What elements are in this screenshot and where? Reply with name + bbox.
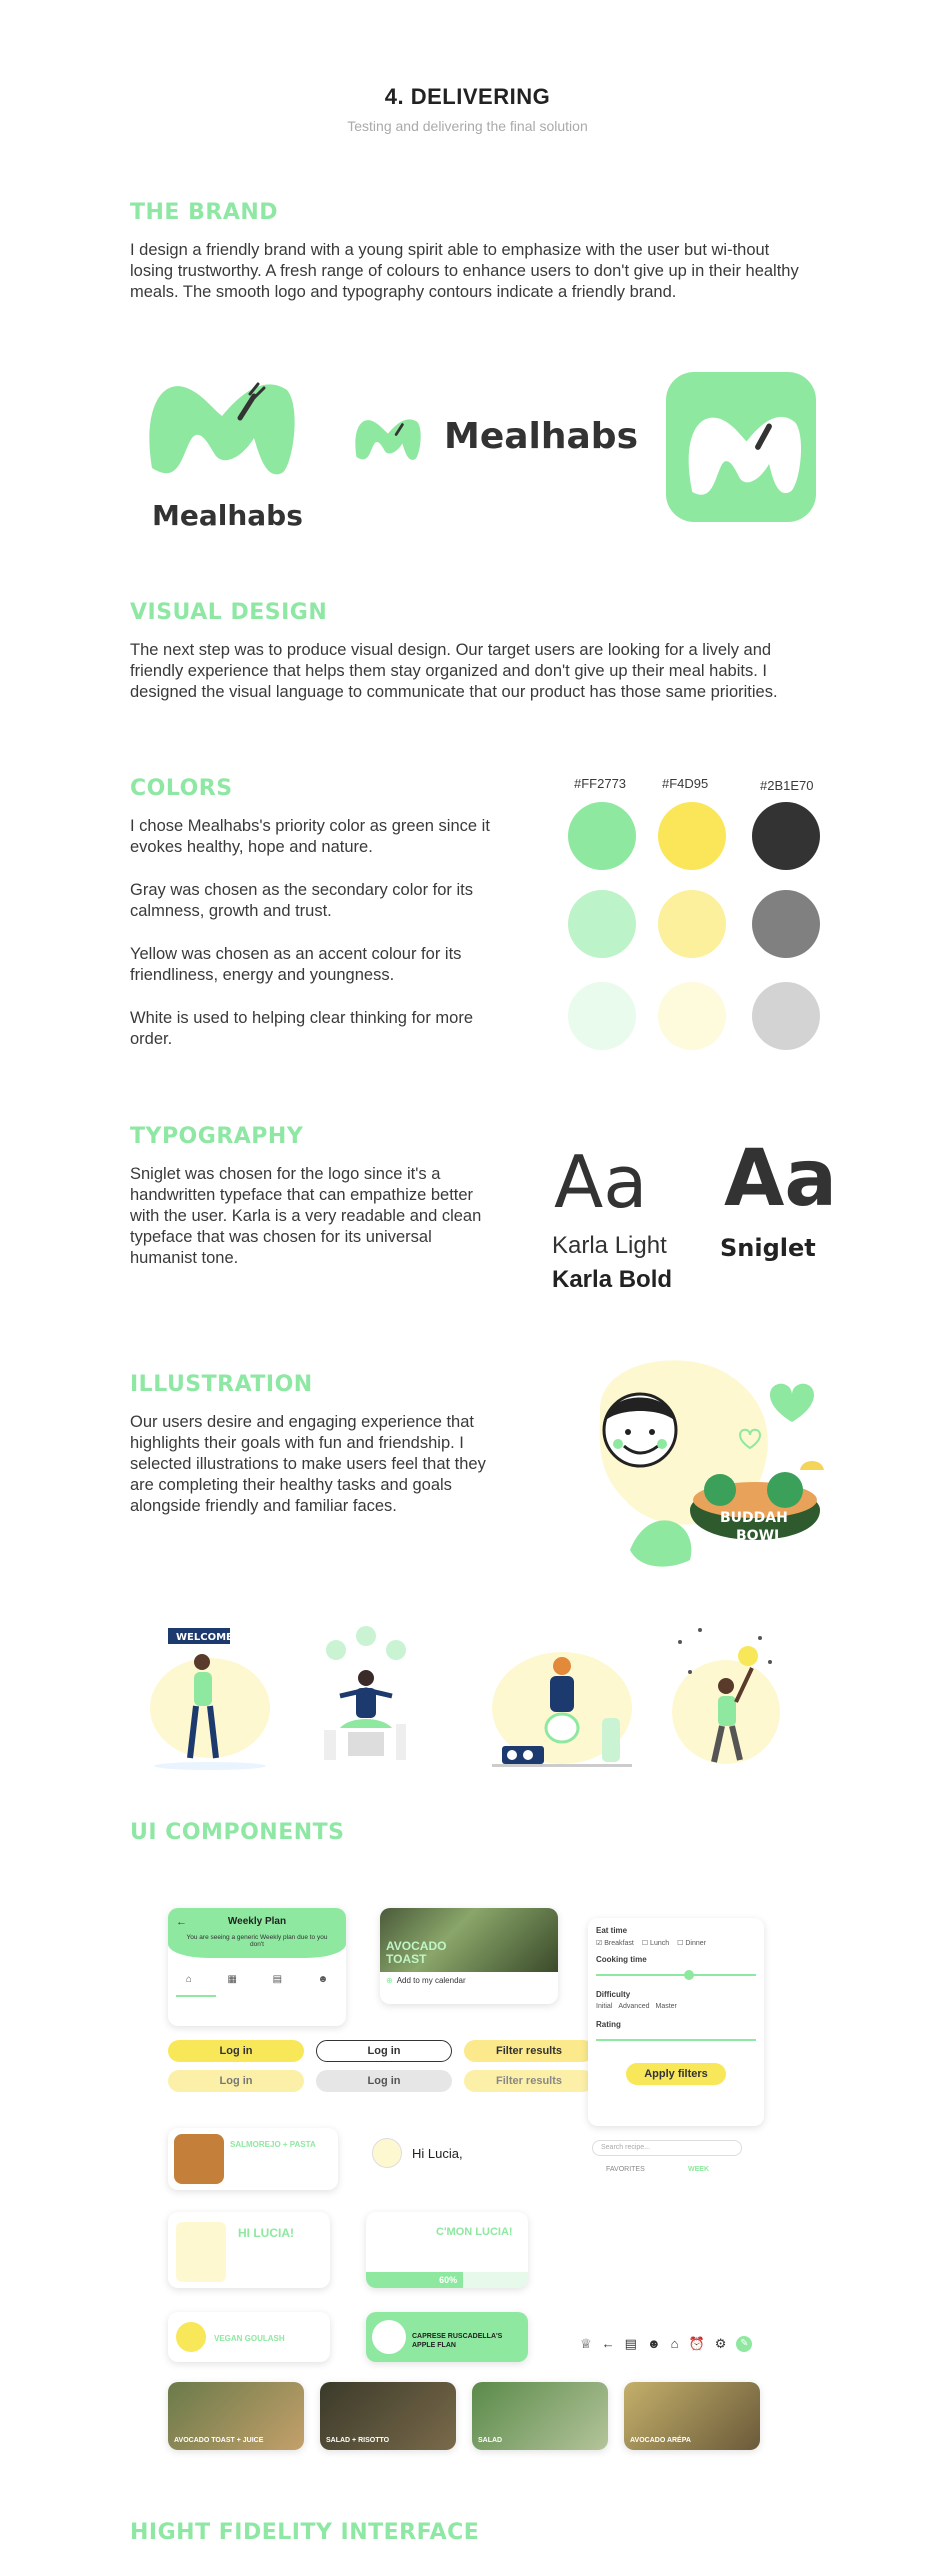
tile-title: SALAD + RISOTTO <box>326 2437 390 2444</box>
illustration-text: Our users desire and engaging experience that highlights their goals with fun and friendship. I selected illustrations to make users feel that they are completing their healthy tasks and goals alongside friendly and familiar faces. <box>130 1413 486 1515</box>
swatch-yellow-1 <box>658 802 726 870</box>
mealhabs-m-icon <box>142 368 302 488</box>
bowl-label-1: BUDDAH <box>720 1510 788 1526</box>
weekly-plan-title: Weekly Plan <box>227 1916 287 1927</box>
weekly-plan-card[interactable] <box>168 1908 346 2026</box>
rating-label: Rating <box>596 2020 621 2029</box>
filter-panel <box>588 1918 764 2126</box>
greeting-card[interactable] <box>168 2212 330 2288</box>
logo-app-icon <box>666 372 816 522</box>
difficulty-initial[interactable]: Initial <box>596 2003 613 2010</box>
hifi-title: HIGHT FIDELITY INTERFACE <box>130 2520 480 2545</box>
brand-title: THE BRAND <box>130 200 279 225</box>
karla-light-label: Karla Light <box>552 1232 667 1259</box>
recipe-row-salmorejo[interactable] <box>168 2128 338 2190</box>
welcome-banner-text: WELCOME <box>176 1632 233 1643</box>
tile-title: SALAD <box>478 2437 503 2444</box>
page-subtitle: Testing and delivering the final solution <box>347 118 588 134</box>
profile-icon[interactable]: ☻ <box>317 1974 329 1985</box>
dinner-checkbox[interactable]: ☐ Dinner <box>677 1940 706 1947</box>
login-button-gray[interactable]: Log in <box>316 2070 452 2092</box>
highlight-recipe-name: CAPRESE RUSCADELLA'S APPLE FLAN <box>412 2333 503 2349</box>
recipe-tile-3[interactable] <box>472 2382 608 2450</box>
alarm-icon[interactable]: ⏰ <box>688 2336 705 2351</box>
welcome-illustration <box>140 1618 270 1778</box>
home-icon[interactable]: ⌂ <box>185 1974 192 1985</box>
colors-p3: Yellow was chosen as an accent colour for its friendliness, energy and youngness. <box>130 945 462 984</box>
karla-bold-label: Karla Bold <box>552 1266 673 1293</box>
logo-word: Mealhabs <box>444 416 638 457</box>
tab-favorites[interactable]: FAVORITES <box>606 2166 645 2173</box>
difficulty-master[interactable]: Master <box>655 2003 677 2010</box>
meditation-illustration <box>310 1620 420 1780</box>
add-calendar-link[interactable]: Add to my calendar <box>396 1976 466 1985</box>
progress-fill: 60% <box>366 2272 463 2288</box>
trophy-icon[interactable]: ♕ <box>580 2336 592 2351</box>
swatch-yellow-3 <box>658 982 726 1050</box>
sniglet-sample: Aa <box>724 1134 838 1224</box>
recipe-name: SALMOREJO + PASTA <box>230 2140 316 2149</box>
hex-yellow: #F4D95 <box>662 776 709 791</box>
typography-text: Sniglet was chosen for the logo since it's a handwritten typeface that can empathize better with the user. Karla is a very readable and clean typeface that was chosen for its universal humanist tone. <box>130 1165 482 1267</box>
logo-stacked <box>142 368 302 538</box>
cooking-time-slider[interactable] <box>596 1974 756 1976</box>
hex-green: #FF2773 <box>574 776 627 791</box>
recipe-title: AVOCADO TOAST <box>386 1939 447 1966</box>
colors-p4: White is used to helping clear thinking for more order. <box>130 1009 474 1048</box>
recipe-avatar <box>176 2322 206 2352</box>
avatar[interactable] <box>372 2138 402 2168</box>
apply-filters-button[interactable]: Apply filters <box>626 2063 726 2085</box>
filter-button-disabled[interactable]: Filter results <box>464 2070 594 2092</box>
tab-week[interactable]: WEEK <box>688 2166 709 2173</box>
swatch-gray-3 <box>752 982 820 1050</box>
difficulty-advanced[interactable]: Advanced <box>618 2003 650 2010</box>
progress-card-title: C'MON LUCIA! <box>436 2226 513 2238</box>
mealhabs-m-icon <box>666 372 816 522</box>
settings-icon[interactable]: ⚙ <box>714 2336 727 2351</box>
home-icon[interactable]: ⌂ <box>670 2336 679 2351</box>
mealhabs-m-icon <box>352 410 424 468</box>
colors-p2: Gray was chosen as the secondary color for its calmness, growth and trust. <box>130 881 473 920</box>
arrow-left-icon[interactable]: ← <box>601 2336 615 2351</box>
brand-text: I design a friendly brand with a young spirit able to emphasize with the user but wi-thout losing trustworthy. A fresh range of colours to enhance users to don't give up in their healthy meals. The smooth logo and typography contours indicate a friendly brand. <box>130 241 799 301</box>
progress-bar <box>366 2272 528 2288</box>
colors-p1: I chose Mealhabs's priority color as green since it evokes healthy, hope and nature. <box>130 817 490 856</box>
swatch-green-3 <box>568 982 636 1050</box>
progress-card[interactable] <box>366 2212 528 2288</box>
illustration-title: ILLUSTRATION <box>130 1372 313 1397</box>
hex-gray: #2B1E70 <box>760 778 814 793</box>
user-icon[interactable]: ☻ <box>646 2336 661 2351</box>
recipe-tile-2[interactable] <box>320 2382 456 2450</box>
ui-components-board <box>140 1890 800 2470</box>
tile-title: AVOCADO ARÉPA <box>630 2437 691 2444</box>
plus-circle-icon[interactable]: ⊕ <box>386 1976 393 1985</box>
calendar-icon[interactable]: ▦ <box>227 1974 237 1985</box>
swatch-gray-1 <box>752 802 820 870</box>
next-recipe-card[interactable] <box>168 2312 330 2362</box>
ui-title: UI COMPONENTS <box>130 1820 345 1845</box>
karla-sample: Aa <box>554 1140 648 1224</box>
breakfast-checkbox[interactable]: ☑ Breakfast <box>596 1940 634 1947</box>
login-button-outline[interactable]: Log in <box>316 2040 452 2062</box>
swatch-green-1 <box>568 802 636 870</box>
tile-title: AVOCADO TOAST + JUICE <box>174 2437 264 2444</box>
greeting-text: Hi Lucia, <box>412 2146 463 2161</box>
page-title: 4. DELIVERING <box>384 84 551 109</box>
eat-time-label: Eat time <box>596 1926 628 1935</box>
edit-icon[interactable]: ✎ <box>736 2336 752 2352</box>
recipe-thumbnail <box>174 2134 224 2184</box>
document-icon[interactable]: ▤ <box>624 2336 637 2351</box>
recipe-tile-1[interactable] <box>168 2382 304 2450</box>
highlight-recipe-card[interactable] <box>366 2312 528 2362</box>
icon-row <box>580 2336 752 2352</box>
weekly-plan-subtitle: You are seeing a generic Weekly plan due to you don't <box>186 1934 328 1948</box>
buddha-bowl-illustration <box>570 1350 840 1580</box>
bowl-label-2: BOWL <box>736 1528 783 1544</box>
cooking-illustration <box>482 1638 642 1778</box>
next-recipe-name: VEGAN GOULASH <box>214 2334 285 2343</box>
recipe-card-avocado[interactable] <box>380 1908 558 2004</box>
cooking-time-label: Cooking time <box>596 1955 647 1964</box>
logo-horizontal <box>352 410 638 470</box>
visual-title: VISUAL DESIGN <box>130 600 328 625</box>
login-button-primary[interactable]: Log in <box>168 2040 304 2062</box>
rating-slider[interactable] <box>596 2039 756 2041</box>
recipe-tile-4[interactable] <box>624 2382 760 2450</box>
cart-icon[interactable]: ▤ <box>272 1974 283 1985</box>
visual-text: The next step was to produce visual design. Our target users are looking for a lively and friendly experience that helps them stay organized and don't give up their meal habits. I designed the visual language to communicate that our product has those same priorities. <box>130 641 778 701</box>
swatch-yellow-2 <box>658 890 726 958</box>
logo-word: Mealhabs <box>152 499 303 532</box>
colors-title: COLORS <box>130 776 233 801</box>
recipe-avatar <box>372 2320 406 2354</box>
search-input[interactable]: Search recipe... <box>592 2140 742 2156</box>
celebration-illustration <box>660 1612 790 1780</box>
filter-button[interactable]: Filter results <box>464 2040 594 2062</box>
greeting-card-title: HI LUCIA! <box>238 2226 294 2240</box>
sniglet-label: Sniglet <box>720 1234 816 1262</box>
greeting-illustration <box>176 2222 226 2282</box>
lunch-checkbox[interactable]: ☐ Lunch <box>641 1940 670 1947</box>
swatch-gray-2 <box>752 890 820 958</box>
swatch-green-2 <box>568 890 636 958</box>
typography-title: TYPOGRAPHY <box>130 1124 304 1149</box>
login-button-disabled[interactable]: Log in <box>168 2070 304 2092</box>
difficulty-label: Difficulty <box>596 1990 631 1999</box>
back-arrow-icon[interactable]: ← <box>176 1916 187 1928</box>
